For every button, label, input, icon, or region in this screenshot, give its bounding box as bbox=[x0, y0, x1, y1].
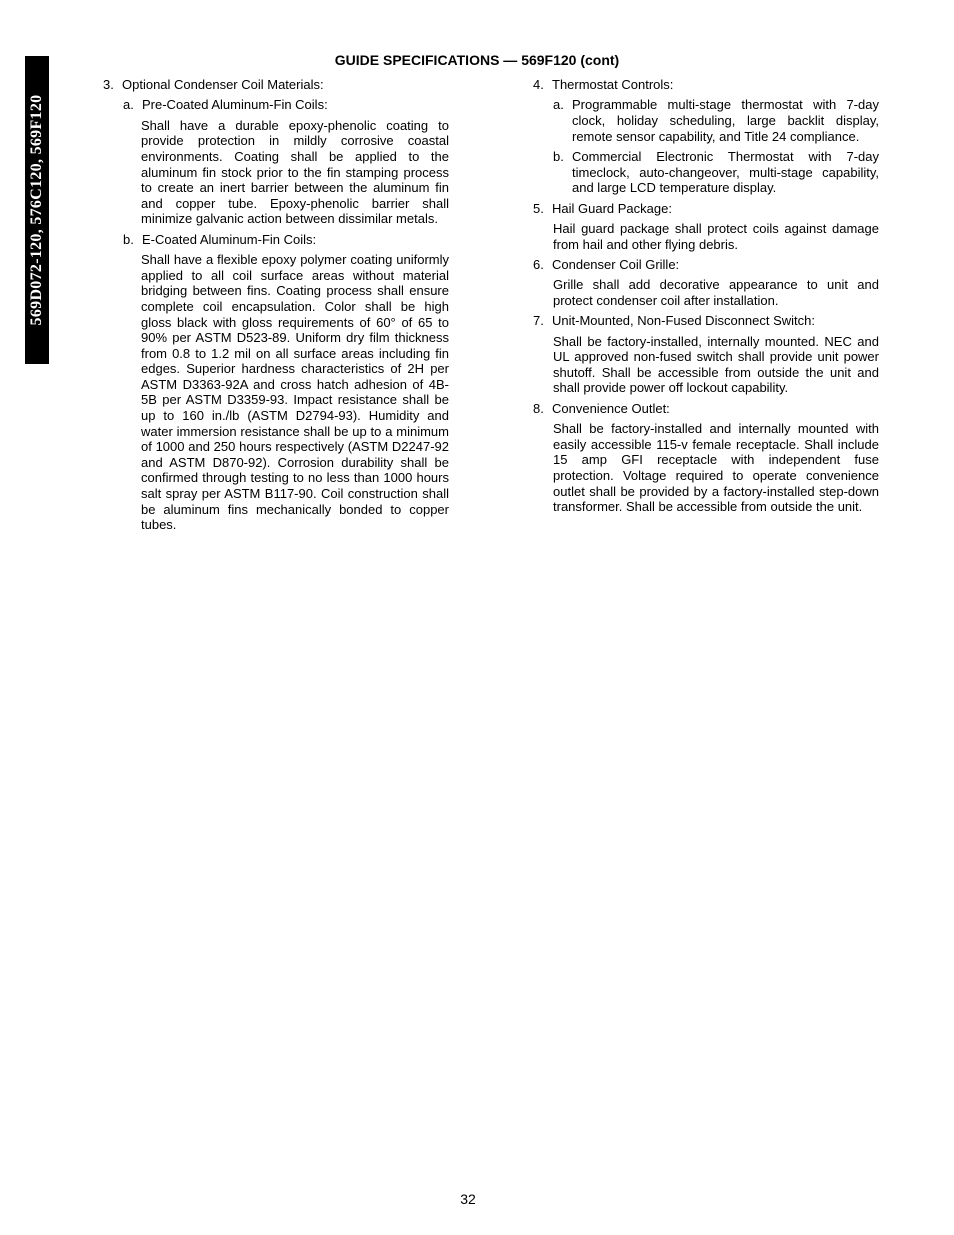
spec-item-6 bbox=[533, 257, 879, 309]
item-number: 6. bbox=[533, 256, 544, 272]
spec-item-3b-text: Shall have a flexible epoxy polymer coating uniformly applied to all coil surface areas without material bridging between fins. Coating process shall ensure complete coil encapsulation. Color shall be high gloss black with gloss requirements of 60° of 65 to 90% per ASTM D523-89. Uniform dry film thickness from 0.8 to 1.2 mil on all surface areas including fin edges. Superior hardness characteristics of 2H per ASTM D3363-92A and cross hatch adhesion of 4B-5B per ASTM D3359-93. Impact resistance shall be up to 160 in./lb (ASTM D2794-93). Humidity and water immersion resistance shall be up to a minimum of 1000 and 250 hours respectively (ASTM D2247-92 and ASTM D870-92). Corrosion durability shall be confirmed through testing to no less than 1000 hours salt spray per ASTM B117-90. Coil construction shall be aluminum fins mechanically bonded to copper tubes. bbox=[141, 252, 449, 533]
page-number: 32 bbox=[460, 1191, 476, 1207]
sub-letter: b. bbox=[553, 148, 564, 164]
spec-item-3b-heading bbox=[123, 232, 449, 248]
spec-item-6-text: Grille shall add decorative appearance to unit and protect condenser coil after installation. bbox=[553, 277, 879, 308]
item-title: Optional Condenser Coil Materials: bbox=[122, 77, 324, 92]
spec-item-4-heading bbox=[533, 77, 879, 93]
spec-item-3a-text: Shall have a durable epoxy-phenolic coating to provide protection in mildly corrosive coastal environments. Coating shall be applied to the aluminum fin stock prior to the fin stamping process to create an inert barrier between the aluminum fin and copper tube. Epoxy-phenolic barrier shall minimize galvanic action between dissimilar metals. bbox=[141, 117, 449, 227]
spec-item-6-heading bbox=[533, 257, 879, 273]
sub-letter: a. bbox=[123, 97, 134, 113]
left-column bbox=[103, 77, 449, 538]
spec-item-3b bbox=[123, 232, 449, 533]
spec-item-3a-heading bbox=[123, 97, 449, 113]
item-title: Thermostat Controls: bbox=[552, 77, 674, 92]
spec-item-4a bbox=[553, 97, 879, 144]
item-number: 7. bbox=[533, 313, 544, 329]
spec-item-7-text: Shall be factory-installed, internally mounted. NEC and UL approved non-fused switch shall provide unit power shutoff. Shall be accessible from outside the unit and shall provide power off lockout capability. bbox=[553, 333, 879, 396]
spec-item-4 bbox=[533, 77, 879, 196]
spec-item-4b bbox=[553, 149, 879, 196]
spec-item-5-heading bbox=[533, 201, 879, 217]
spec-item-3-heading bbox=[103, 77, 449, 93]
side-tab bbox=[25, 56, 49, 364]
right-column bbox=[533, 77, 879, 520]
sub-title: E-Coated Aluminum-Fin Coils: bbox=[142, 231, 317, 247]
item-number: 3. bbox=[103, 77, 114, 92]
spec-item-5-text: Hail guard package shall protect coils against damage from hail and other flying debris. bbox=[553, 220, 879, 252]
spec-item-7 bbox=[533, 313, 879, 396]
spec-item-7-heading bbox=[533, 313, 879, 329]
sub-letter: a. bbox=[553, 97, 564, 113]
item-title: Condenser Coil Grille: bbox=[552, 256, 680, 272]
item-number: 5. bbox=[533, 200, 544, 216]
item-number: 4. bbox=[533, 77, 544, 92]
page-title: GUIDE SPECIFICATIONS — 569F120 (cont) bbox=[334, 52, 620, 68]
sub-text: Programmable multi-stage thermostat with 7-day clock, holiday scheduling, large backlit display, remote sensor capability, and Title 24 compliance. bbox=[572, 97, 879, 144]
side-tab-model-numbers: 569D072-120, 576C120, 569F120 bbox=[28, 94, 45, 326]
item-title: Convenience Outlet: bbox=[552, 400, 670, 416]
spec-item-8 bbox=[533, 401, 879, 515]
spec-item-5 bbox=[533, 201, 879, 253]
spec-item-3a bbox=[123, 97, 449, 227]
item-title: Unit-Mounted, Non-Fused Disconnect Switch: bbox=[552, 313, 816, 329]
item-title: Hail Guard Package: bbox=[552, 200, 672, 216]
sub-title: Pre-Coated Aluminum-Fin Coils: bbox=[142, 97, 328, 113]
spec-item-8-text: Shall be factory-installed and internally mounted with easily accessible 115-v female receptacle. Shall include 15 amp GFI receptacle with independent fuse protection. Voltage required to operate convenience outlet shall be provided by a factory-installed step-down transformer. Shall be accessible from outside the unit. bbox=[553, 421, 879, 515]
item-number: 8. bbox=[533, 400, 544, 416]
sub-letter: b. bbox=[123, 231, 134, 247]
spec-item-8-heading bbox=[533, 401, 879, 417]
spec-item-4-options bbox=[553, 97, 879, 195]
spec-item-3 bbox=[103, 77, 449, 533]
sub-text: Commercial Electronic Thermostat with 7-day timeclock, auto-changeover, multi-stage capability, and large LCD temperature display. bbox=[572, 148, 879, 196]
